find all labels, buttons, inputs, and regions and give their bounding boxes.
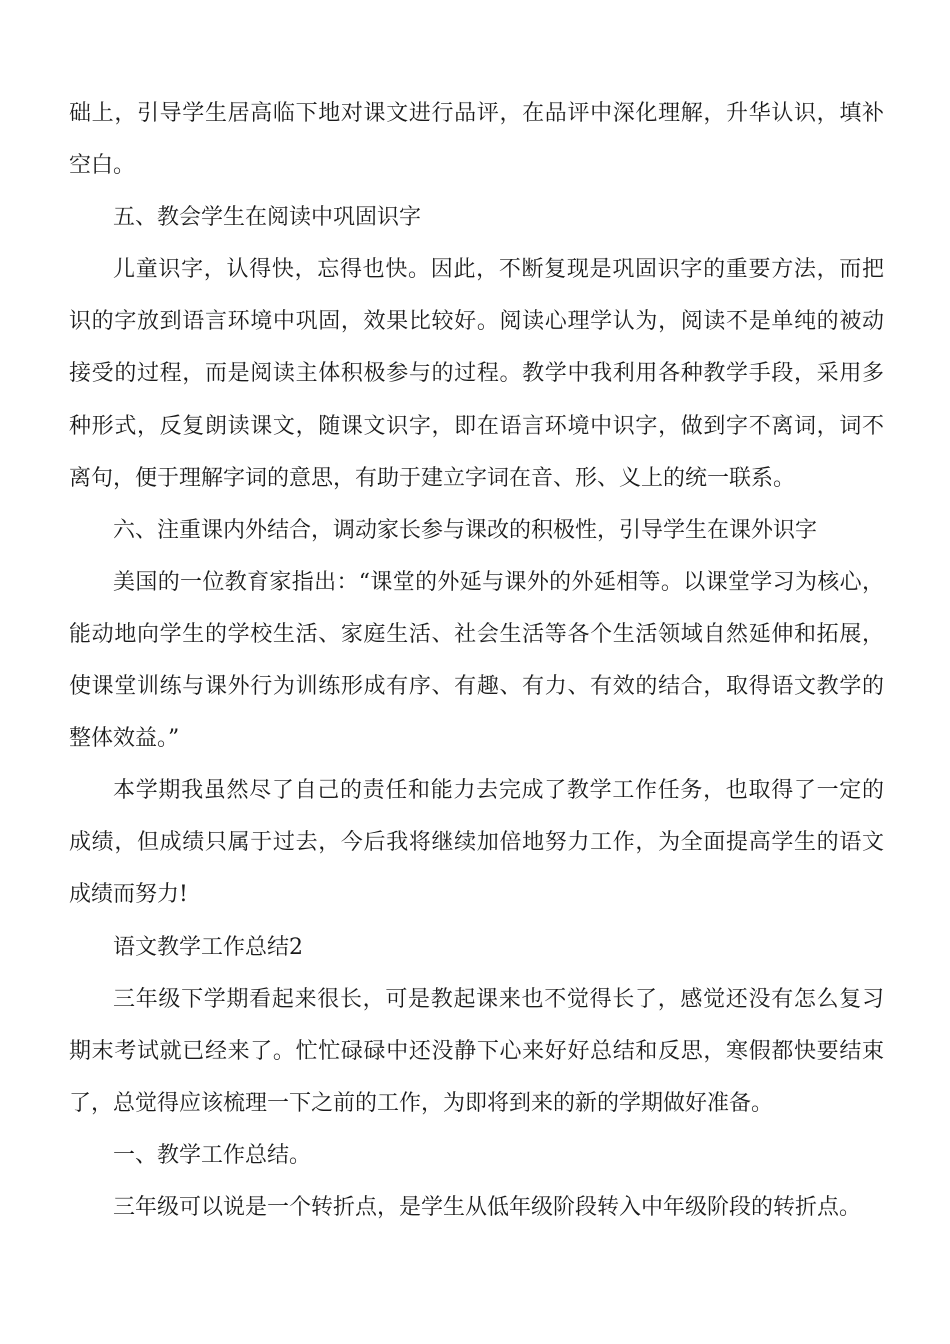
document-title-2 <box>69 922 884 974</box>
section-heading-6 <box>69 505 884 557</box>
text-line: 接受的过程，而是阅读主体积极参与的过程。教学中我利用各种教学手段，采用多 <box>69 361 884 387</box>
paragraph-continuation <box>69 88 884 192</box>
paragraph-turning-point <box>69 1182 884 1234</box>
heading-text: 五、教会学生在阅读中巩固识字 <box>113 205 422 231</box>
text-line: 期末考试就已经来了。忙忙碌碌中还没静下心来好好总结和反思，寒假都快要结束 <box>69 1038 884 1064</box>
section-heading-5 <box>69 192 884 244</box>
text-line: 三年级可以说是一个转折点，是学生从低年级阶段转入中年级阶段的转折点。 <box>113 1194 862 1220</box>
text-line: 美国的一位教育家指出：“课堂的外延与课外的外延相等。以课堂学习为核心， <box>113 569 884 595</box>
text-line: 成绩，但成绩只属于过去，今后我将继续加倍地努力工作，为全面提高学生的语文 <box>69 830 884 856</box>
heading-text: 语文教学工作总结2 <box>113 934 303 960</box>
paragraph-conclusion <box>69 765 884 921</box>
text-line: 了，总觉得应该梳理一下之前的工作，为即将到来的新的学期做好准备。 <box>69 1090 774 1116</box>
text-line: 三年级下学期看起来很长，可是教起课来也不觉得长了，感觉还没有怎么复习 <box>113 986 884 1012</box>
text-line: 使课堂训练与课外行为训练形成有序、有趣、有力、有效的结合，取得语文教学的 <box>69 674 884 700</box>
text-line: 整体效益。” <box>69 726 180 752</box>
text-line: 种形式，反复朗读课文，随课文识字，即在语言环境中识字，做到字不离词，词不 <box>69 413 884 439</box>
text-line: 能动地向学生的学校生活、家庭生活、社会生活等各个生活领域自然延伸和拓展， <box>69 621 884 647</box>
heading-text: 六、注重课内外结合，调动家长参与课改的积极性，引导学生在课外识字 <box>113 517 818 543</box>
text-line: 离句，便于理解字词的意思，有助于建立字词在音、形、义上的统一联系。 <box>69 465 796 491</box>
document-page <box>69 88 884 1234</box>
text-line: 空白。 <box>69 153 136 179</box>
paragraph-quote <box>69 557 884 765</box>
text-line: 儿童识字，认得快，忘得也快。因此，不断复现是巩固识字的重要方法，而把 <box>113 257 884 283</box>
text-line: 础上，引导学生居高临下地对课文进行品评，在品评中深化理解，升华认识，填补 <box>69 101 884 126</box>
text-line: 识的字放到语言环境中巩固，效果比较好。阅读心理学认为，阅读不是单纯的被动 <box>69 309 884 335</box>
text-line: 成绩而努力! <box>69 882 188 908</box>
section-heading-1 <box>69 1130 884 1182</box>
heading-text: 一、教学工作总结。 <box>113 1142 312 1168</box>
text-line: 本学期我虽然尽了自己的责任和能力去完成了教学工作任务，也取得了一定的 <box>113 778 884 804</box>
paragraph-intro <box>69 974 884 1130</box>
paragraph-literacy <box>69 244 884 504</box>
